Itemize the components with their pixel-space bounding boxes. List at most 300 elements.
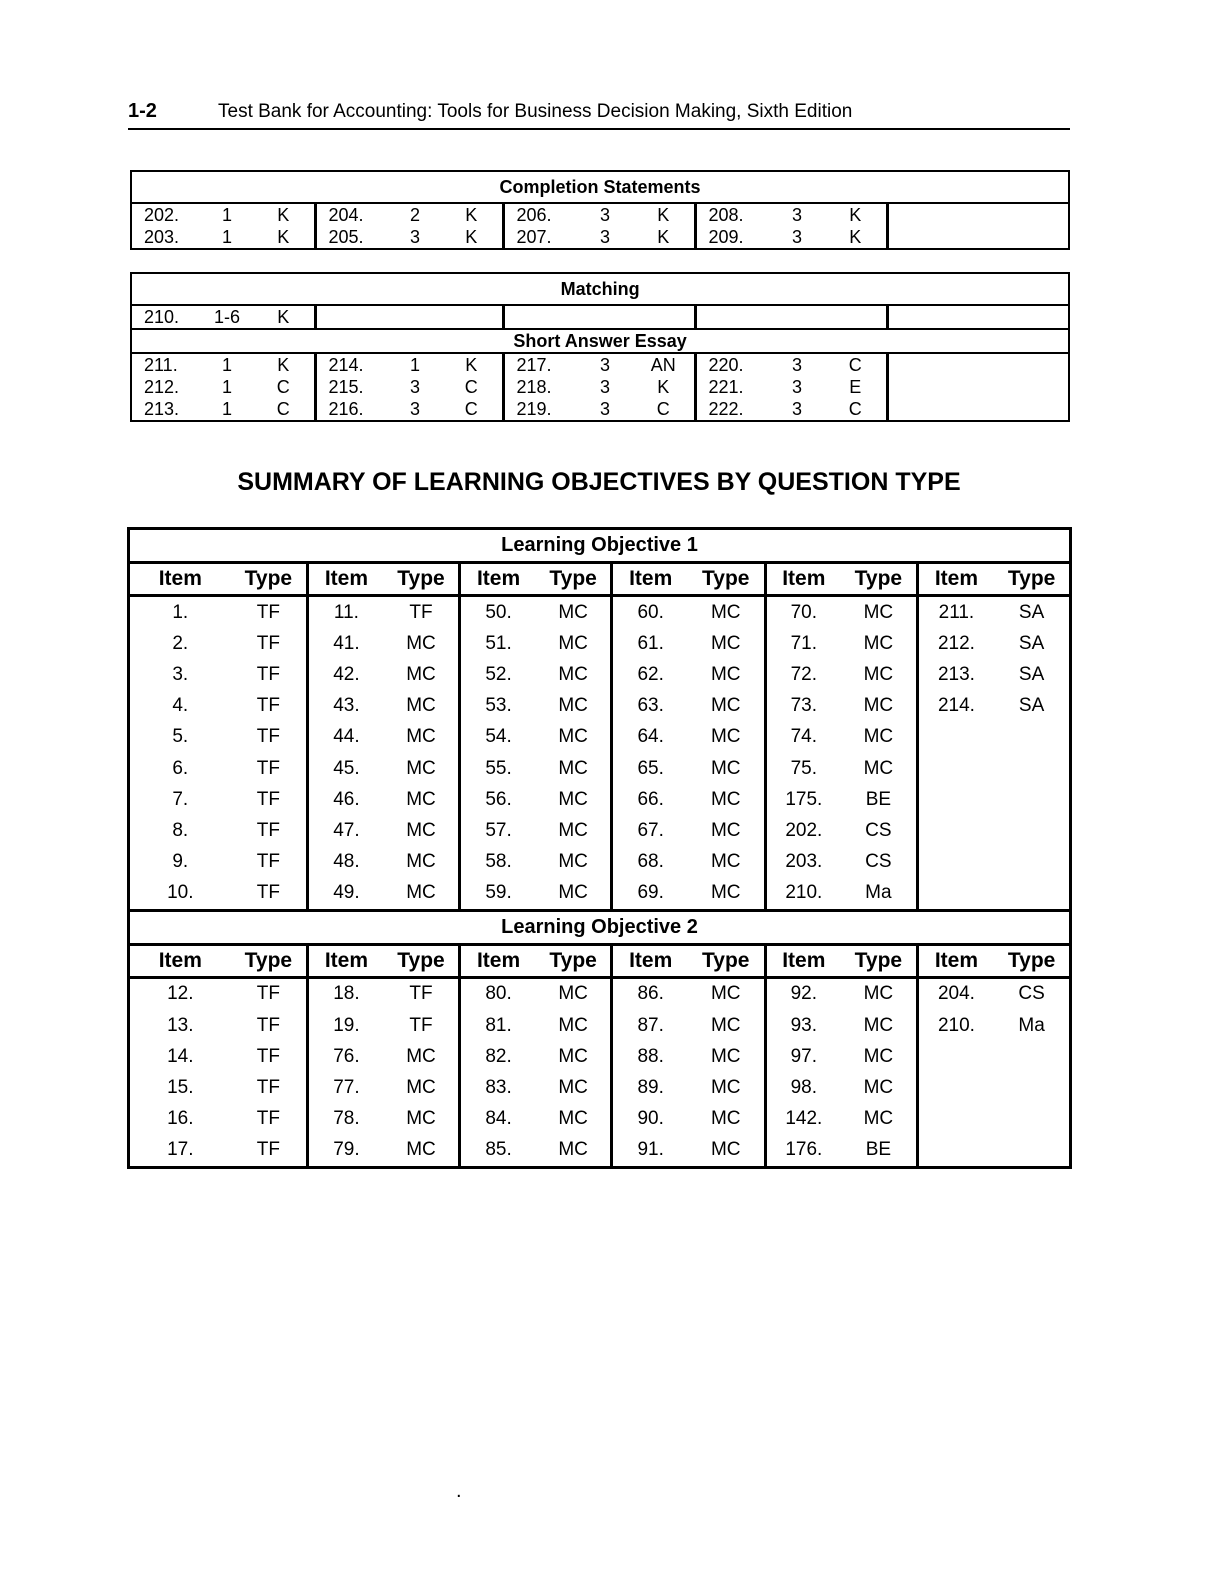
empty-cell [769, 305, 825, 329]
type-column-header: Type [231, 944, 308, 977]
item-cell: 69. [612, 878, 688, 911]
item-cell: 45. [333, 757, 360, 779]
item-cell: 79. [333, 1139, 360, 1161]
type-cell: MC [688, 1041, 765, 1072]
bloom-level: K [633, 376, 695, 398]
question-number: 202. [144, 205, 180, 225]
item-cell: 47. [333, 819, 360, 841]
item-cell: 62. [637, 663, 664, 685]
type-column-header: Type [688, 944, 765, 977]
item-cell [917, 753, 994, 784]
type-cell: MC [536, 691, 612, 722]
item-cell: 41. [333, 632, 360, 654]
item-cell: 53. [485, 695, 512, 717]
question-number: 222. [708, 399, 744, 419]
type-cell: MC [384, 659, 460, 690]
empty-cell [441, 305, 503, 329]
item-cell [917, 878, 994, 911]
item-cell: 80. [485, 983, 512, 1005]
learning-objective: 3 [409, 399, 420, 419]
table-row [131, 203, 1069, 226]
item-cell: 92. [790, 983, 818, 1005]
bloom-level: K [253, 305, 315, 329]
learning-objective: 1 [221, 227, 232, 247]
question-number: 217. [516, 355, 552, 375]
type-cell: MC [841, 722, 917, 753]
item-cell: 65. [637, 757, 664, 779]
type-cell: MC [841, 691, 917, 722]
type-column-header: Type [536, 944, 612, 977]
item-cell: 56. [485, 788, 512, 810]
item-cell: 73. [790, 695, 818, 717]
type-cell: TF [231, 596, 308, 629]
item-cell: 5. [172, 726, 189, 748]
matching-title: Matching [131, 273, 1069, 305]
type-cell: MC [384, 784, 460, 815]
learning-objective: 3 [599, 205, 610, 225]
item-column-header: Item [917, 563, 994, 596]
question-number: 214. [328, 355, 364, 375]
learning-objective: 3 [599, 355, 610, 375]
item-cell: 10. [129, 878, 231, 911]
type-cell: MC [536, 596, 612, 629]
bloom-level: C [633, 398, 695, 421]
learning-objective: 3 [599, 227, 610, 247]
bloom-level: C [253, 398, 315, 421]
type-cell: MC [841, 753, 917, 784]
item-cell: 11. [333, 601, 359, 623]
type-cell: MC [688, 753, 765, 784]
item-cell: 46. [333, 788, 360, 810]
bloom-level: K [633, 203, 695, 226]
bloom-level: C [825, 398, 887, 421]
learning-objective: 3 [791, 399, 802, 419]
type-cell: MC [536, 1072, 612, 1103]
type-cell: MC [536, 847, 612, 878]
type-cell [994, 1041, 1070, 1072]
empty-cell [887, 203, 1069, 226]
type-cell: TF [231, 753, 308, 784]
item-cell: 81. [485, 1014, 512, 1036]
item-column-header: Item [129, 944, 231, 977]
type-cell: TF [231, 628, 308, 659]
type-column-header: Type [536, 563, 612, 596]
bloom-level: K [441, 226, 503, 249]
learning-objective-header-row [129, 529, 1071, 563]
item-cell: 15. [167, 1077, 194, 1099]
item-cell: 12. [167, 983, 194, 1005]
empty-cell [315, 305, 389, 329]
item-cell: 64. [637, 726, 664, 748]
type-cell: TF [231, 878, 308, 911]
type-cell: TF [231, 977, 308, 1010]
learning-objective: 1 [409, 355, 420, 375]
bloom-level: K [633, 226, 695, 249]
item-cell: 42. [333, 663, 360, 685]
type-cell: MC [536, 628, 612, 659]
type-cell: MC [384, 847, 460, 878]
type-cell: MC [536, 1041, 612, 1072]
type-cell: MC [841, 1072, 917, 1103]
type-cell: MC [688, 691, 765, 722]
item-column-header: Item [308, 944, 384, 977]
learning-objective: 3 [791, 377, 802, 397]
book-title: Test Bank for Accounting: Tools for Business Decision Making, Sixth Edition [218, 101, 853, 122]
item-cell: 84. [485, 1108, 512, 1130]
table-row [129, 878, 1071, 911]
type-cell: CS [841, 847, 917, 878]
item-cell [917, 784, 994, 815]
type-cell: MC [841, 659, 917, 690]
item-cell: 212. [937, 632, 975, 654]
type-cell: MC [384, 722, 460, 753]
type-cell: TF [231, 784, 308, 815]
item-cell: 68. [637, 851, 664, 873]
table-row [129, 596, 1071, 629]
type-column-header: Type [994, 944, 1070, 977]
bloom-level: C [441, 398, 503, 421]
table-row [129, 847, 1071, 878]
short-answer-title: Short Answer Essay [131, 329, 1069, 353]
type-cell [994, 1104, 1070, 1135]
item-cell: 85. [485, 1139, 512, 1161]
learning-objective: 1 [221, 355, 232, 375]
table-row [131, 305, 1069, 329]
item-cell: 13. [167, 1014, 194, 1036]
item-cell: 60. [637, 601, 664, 623]
type-cell: TF [231, 1135, 308, 1168]
type-cell: TF [384, 1010, 460, 1041]
empty-cell [577, 305, 633, 329]
item-column-header: Item [129, 563, 231, 596]
learning-objective-title: Learning Objective 1 [129, 529, 1071, 563]
empty-cell [633, 305, 695, 329]
item-cell: 43. [333, 695, 360, 717]
item-cell [917, 847, 994, 878]
table-row [131, 226, 1069, 249]
empty-cell [887, 305, 1069, 329]
type-cell: MC [841, 977, 917, 1010]
type-cell: MC [688, 847, 765, 878]
question-number: 209. [708, 227, 744, 247]
table-row [129, 659, 1071, 690]
page-number: 1-2 [128, 100, 157, 122]
type-cell: MC [688, 878, 765, 911]
item-cell: 16. [167, 1108, 194, 1130]
table-row [129, 691, 1071, 722]
bloom-level: K [825, 226, 887, 249]
type-cell: MC [536, 1104, 612, 1135]
question-number: 206. [516, 205, 552, 225]
type-cell: MC [688, 815, 765, 846]
item-cell: 93. [790, 1014, 818, 1036]
learning-objective: 3 [791, 205, 802, 225]
learning-objective: 3 [599, 399, 610, 419]
type-column-header: Type [231, 563, 308, 596]
item-cell: 52. [485, 663, 512, 685]
type-cell: MC [536, 753, 612, 784]
table-row [131, 353, 1069, 376]
type-cell [994, 784, 1070, 815]
item-cell [917, 1104, 994, 1135]
table-row [129, 1104, 1071, 1135]
item-cell: 210. [765, 878, 841, 911]
learning-objective: 1-6 [201, 305, 253, 329]
type-column-header: Type [994, 563, 1070, 596]
learning-objective: 3 [791, 355, 802, 375]
learning-objective-title: Learning Objective 2 [129, 910, 1071, 944]
item-cell: 87. [637, 1014, 664, 1036]
item-cell: 6. [172, 757, 189, 779]
learning-objective: 1 [221, 205, 232, 225]
bloom-level: C [253, 376, 315, 398]
bloom-level: K [441, 203, 503, 226]
bloom-level: C [441, 376, 503, 398]
table-row [129, 1072, 1071, 1103]
item-cell: 74. [790, 726, 818, 748]
table-row [129, 1041, 1071, 1072]
item-cell: 202. [785, 819, 823, 841]
type-column-header: Type [841, 944, 917, 977]
type-cell: MC [688, 1072, 765, 1103]
learning-objectives-summary-table [127, 527, 1072, 1169]
item-column-header: Item [612, 944, 688, 977]
table-row [129, 784, 1071, 815]
item-cell: 67. [637, 819, 664, 841]
bloom-level: AN [633, 353, 695, 376]
item-cell: 204. [937, 983, 975, 1005]
type-cell [994, 847, 1070, 878]
type-cell: MC [384, 1041, 460, 1072]
item-cell: 49. [308, 878, 384, 911]
table-row [129, 722, 1071, 753]
type-cell: TF [231, 659, 308, 690]
type-cell: Ma [1018, 1014, 1045, 1036]
item-cell [917, 1135, 994, 1168]
type-cell [994, 815, 1070, 846]
item-column-header: Item [460, 944, 536, 977]
empty-cell [887, 226, 1069, 249]
table-row [131, 376, 1069, 398]
learning-objective: 3 [409, 377, 420, 397]
type-cell: MC [688, 722, 765, 753]
type-cell: MC [688, 1135, 765, 1168]
type-cell: MC [384, 1135, 460, 1168]
question-number: 221. [708, 377, 744, 397]
table-row [129, 977, 1071, 1010]
type-cell: TF [231, 691, 308, 722]
item-cell [917, 722, 994, 753]
question-number: 207. [516, 227, 552, 247]
item-cell [917, 1041, 994, 1072]
type-cell: MC [688, 784, 765, 815]
learning-objective: 2 [409, 205, 420, 225]
question-number: 213. [144, 399, 180, 419]
bloom-level: K [253, 203, 315, 226]
type-cell: TF [231, 815, 308, 846]
item-cell: 90. [637, 1108, 664, 1130]
item-cell: 48. [333, 851, 360, 873]
item-column-header: Item [765, 563, 841, 596]
column-header-row [129, 944, 1071, 977]
item-cell [917, 1072, 994, 1103]
learning-objective: 3 [791, 227, 802, 247]
item-cell: 1. [172, 601, 189, 623]
item-cell: 50. [485, 601, 512, 623]
type-cell: MC [688, 1010, 765, 1041]
bloom-level: K [441, 353, 503, 376]
short-answer-header-row [131, 329, 1069, 353]
empty-cell [887, 376, 1069, 398]
bloom-level: K [825, 203, 887, 226]
question-number: 208. [708, 205, 744, 225]
type-cell: MC [384, 1104, 460, 1135]
item-cell: 78. [333, 1108, 360, 1130]
type-column-header: Type [384, 944, 460, 977]
type-cell: SA [1018, 632, 1045, 654]
table-row [129, 1135, 1071, 1168]
question-number: 212. [144, 377, 180, 397]
item-cell: 19. [333, 1014, 360, 1036]
item-cell: 63. [637, 695, 664, 717]
question-number: 205. [328, 227, 364, 247]
type-cell: SA [1018, 663, 1045, 685]
item-cell: 211. [938, 601, 975, 623]
type-cell: MC [384, 1072, 460, 1103]
type-cell: MC [688, 659, 765, 690]
type-cell: SA [1018, 601, 1045, 623]
type-cell: MC [384, 815, 460, 846]
bloom-level: C [825, 353, 887, 376]
item-cell: 71. [790, 632, 818, 654]
type-cell: MC [841, 1010, 917, 1041]
completion-statements-table [130, 170, 1070, 250]
item-cell: 14. [167, 1045, 194, 1067]
type-cell: MC [688, 1104, 765, 1135]
item-cell: 82. [485, 1045, 512, 1067]
empty-cell [887, 353, 1069, 376]
type-cell: TF [231, 722, 308, 753]
type-cell: MC [688, 596, 765, 629]
type-cell: MC [688, 977, 765, 1010]
question-number: 203. [144, 227, 180, 247]
type-cell: MC [536, 1010, 612, 1041]
item-cell: 86. [637, 983, 664, 1005]
type-cell [994, 1072, 1070, 1103]
item-cell: 214. [937, 695, 975, 717]
type-cell: Ma [841, 878, 917, 911]
item-cell: 77. [333, 1077, 360, 1099]
type-cell: TF [384, 596, 460, 629]
question-number: 211. [144, 355, 178, 375]
learning-objective-header-row [129, 910, 1071, 944]
type-cell: BE [841, 784, 917, 815]
item-cell: 8. [172, 819, 189, 841]
question-number: 219. [516, 399, 552, 419]
learning-objective: 3 [599, 377, 610, 397]
item-cell: 54. [485, 726, 512, 748]
item-cell: 3. [172, 663, 189, 685]
type-cell: MC [841, 628, 917, 659]
item-cell: 210. [937, 1014, 975, 1036]
item-column-header: Item [765, 944, 841, 977]
type-cell: MC [384, 753, 460, 784]
item-cell: 72. [790, 663, 818, 685]
type-cell: MC [841, 596, 917, 629]
type-cell [994, 1135, 1070, 1168]
item-cell: 59. [460, 878, 536, 911]
type-cell: TF [231, 1072, 308, 1103]
question-number: 216. [328, 399, 364, 419]
item-cell: 61. [637, 632, 664, 654]
item-cell: 57. [485, 819, 512, 841]
question-number: 218. [516, 377, 552, 397]
type-cell: SA [1018, 695, 1045, 717]
table-row [129, 815, 1071, 846]
type-cell: MC [536, 784, 612, 815]
type-cell: MC [841, 1104, 917, 1135]
item-cell: 55. [485, 757, 512, 779]
item-cell: 76. [333, 1045, 360, 1067]
item-cell: 18. [333, 983, 360, 1005]
item-cell: 17. [167, 1139, 194, 1161]
table-row [129, 753, 1071, 784]
type-column-header: Type [841, 563, 917, 596]
bloom-level: K [253, 226, 315, 249]
item-column-header: Item [460, 563, 536, 596]
item-cell: 213. [937, 663, 975, 685]
question-number: 220. [708, 355, 744, 375]
question-number: 210. [131, 305, 201, 329]
learning-objective: 1 [221, 377, 232, 397]
item-cell [917, 815, 994, 846]
item-cell: 89. [637, 1077, 664, 1099]
table-row [129, 1010, 1071, 1041]
bloom-level: E [825, 376, 887, 398]
item-cell: 4. [172, 695, 189, 717]
type-cell: MC [536, 722, 612, 753]
item-cell: 44. [333, 726, 360, 748]
type-cell: MC [841, 1041, 917, 1072]
empty-cell [389, 305, 441, 329]
type-cell: MC [536, 1135, 612, 1168]
item-cell: 142. [785, 1108, 823, 1130]
footer-dot: . [456, 1480, 462, 1502]
type-cell: CS [1018, 983, 1045, 1005]
type-cell: TF [231, 1104, 308, 1135]
item-cell: 175. [785, 788, 823, 810]
question-number: 215. [328, 377, 364, 397]
type-cell: MC [384, 628, 460, 659]
type-column-header: Type [688, 563, 765, 596]
table-row [131, 398, 1069, 421]
item-cell: 98. [790, 1077, 818, 1099]
item-cell: 88. [637, 1045, 664, 1067]
table-row [129, 628, 1071, 659]
type-cell: MC [384, 691, 460, 722]
learning-objective: 3 [409, 227, 420, 247]
empty-cell [887, 398, 1069, 421]
item-cell: 2. [172, 632, 189, 654]
type-cell: MC [536, 878, 612, 911]
item-cell: 51. [485, 632, 512, 654]
empty-cell [825, 305, 887, 329]
type-cell: BE [841, 1135, 917, 1168]
question-number: 204. [328, 205, 364, 225]
item-cell: 9. [172, 851, 189, 873]
type-cell: TF [384, 977, 460, 1010]
type-column-header: Type [384, 563, 460, 596]
